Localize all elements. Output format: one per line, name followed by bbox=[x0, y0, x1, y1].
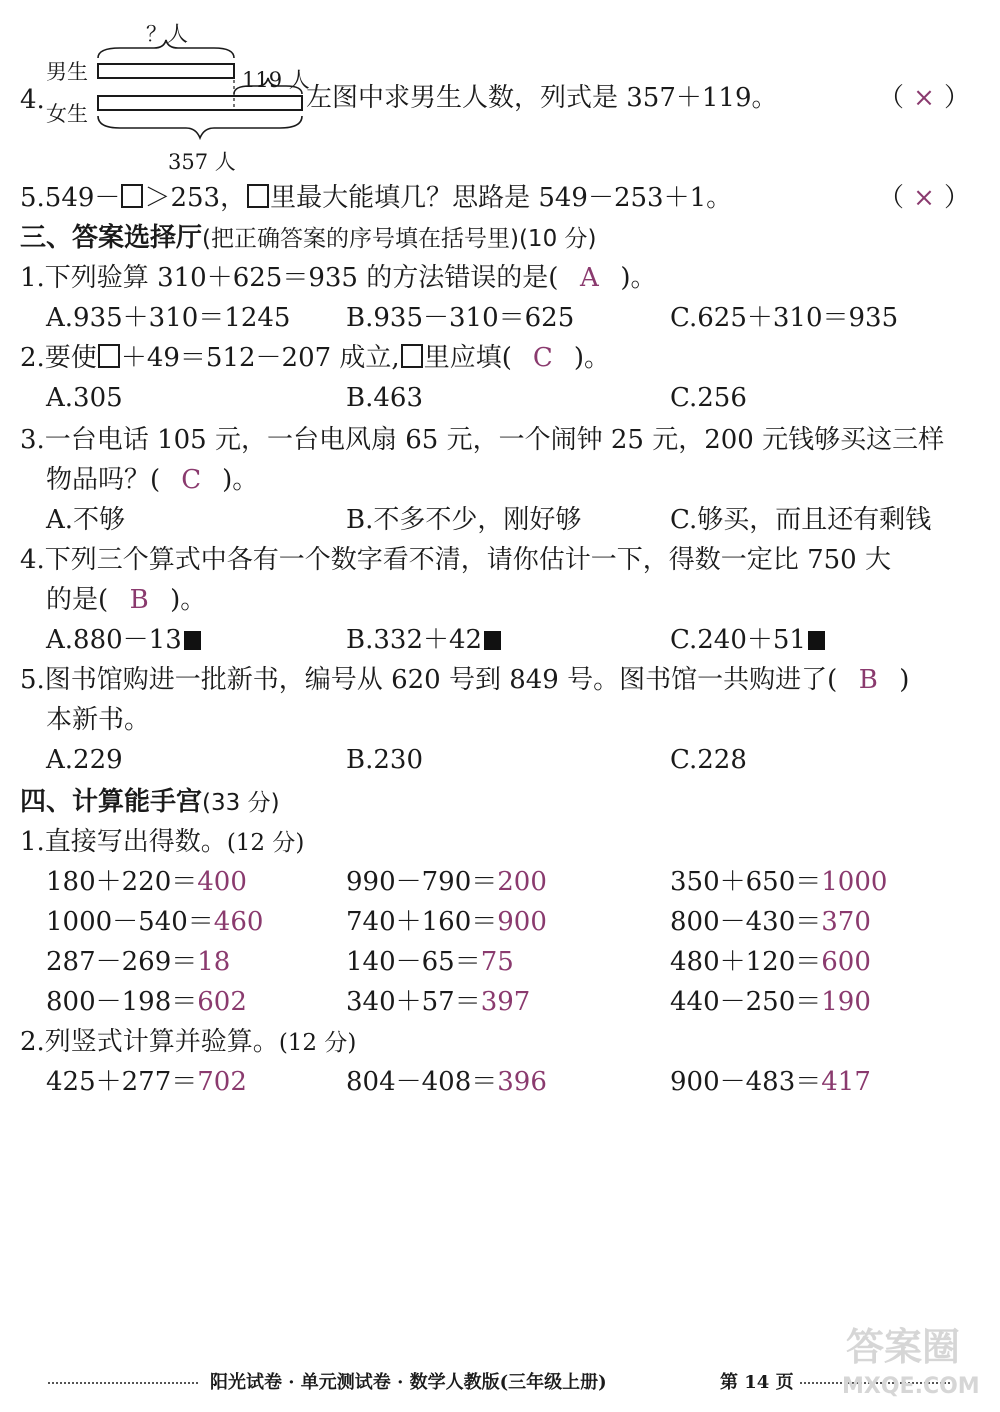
s3-q1-end: )。 bbox=[620, 263, 657, 293]
s3-q4-option-c-text: C.240＋51 bbox=[670, 625, 806, 655]
top-brace bbox=[98, 40, 234, 58]
calc-cell bbox=[670, 906, 871, 938]
s3-q3-answer: C bbox=[181, 465, 202, 495]
s4-p2-score: (12 分) bbox=[278, 1030, 357, 1056]
bracket-close: ） bbox=[944, 83, 971, 113]
s3-q1-answer: A bbox=[579, 263, 599, 293]
calc-answer: 460 bbox=[213, 907, 264, 937]
s3-q5-line1-text: 5.图书馆购进一批新书，编号从 620 号到 849 号。图书馆一共购进了( bbox=[20, 665, 838, 695]
section4-score: (33 分) bbox=[202, 790, 280, 816]
s3-q3-line2-text: 物品吗？( bbox=[46, 465, 161, 495]
s4-p1-title-text: 1.直接写出得数。 bbox=[20, 827, 227, 857]
obscured-digit bbox=[184, 631, 201, 650]
calc-answer: 200 bbox=[497, 867, 547, 897]
footer-dotline-left bbox=[48, 1382, 198, 1384]
bottom-brace bbox=[98, 116, 302, 138]
s3-q2-mid: ＋49＝512－207 成立, bbox=[120, 343, 400, 373]
s3-q3-line1: 3.一台电话 105 元，一台电风扇 65 元，一个闹钟 25 元，200 元钱够买这三样 bbox=[20, 425, 945, 455]
vertical-calc-cell bbox=[346, 1066, 547, 1098]
bracket-open: （ bbox=[878, 183, 905, 213]
footer-page: 第 14 页 bbox=[720, 1372, 794, 1393]
s4-p1-score: (12 分) bbox=[226, 830, 305, 856]
calc-answer: 602 bbox=[197, 987, 247, 1017]
s3-q4-answer: B bbox=[129, 585, 149, 615]
s3-q5-line1 bbox=[20, 664, 909, 696]
diagram-diff-label: 119 人 bbox=[242, 68, 310, 92]
s3-q4-option-a bbox=[46, 624, 201, 656]
calc-expression: 480＋120＝ bbox=[670, 947, 822, 977]
calc-expression: 990－790＝ bbox=[346, 867, 498, 897]
s3-q2-post: 里应填( bbox=[423, 343, 512, 373]
calc-expression: 350＋650＝ bbox=[670, 867, 822, 897]
section4-title bbox=[20, 786, 280, 819]
bracket-open: （ bbox=[878, 83, 905, 113]
calc-answer: 75 bbox=[480, 947, 514, 977]
s3-q4-option-c bbox=[670, 624, 825, 656]
calc-expression: 900－483＝ bbox=[670, 1067, 822, 1097]
calc-answer: 400 bbox=[197, 867, 247, 897]
calc-cell bbox=[670, 986, 871, 1018]
s3-q4-option-a-text: A.880－13 bbox=[46, 625, 182, 655]
s3-q3-end: )。 bbox=[222, 465, 259, 495]
s3-q2-option-c: C.256 bbox=[670, 383, 747, 413]
calc-cell bbox=[46, 866, 247, 898]
calc-expression: 800－198＝ bbox=[46, 987, 198, 1017]
s3-q5-end: ) bbox=[899, 665, 910, 695]
calc-answer: 397 bbox=[480, 987, 531, 1017]
calc-expression: 140－65＝ bbox=[346, 947, 481, 977]
s3-q5-option-a: A.229 bbox=[46, 745, 123, 775]
section3-subtitle: (把正确答案的序号填在括号里)(10 分) bbox=[202, 226, 597, 252]
judge-q5-part-b: ＞253， bbox=[144, 183, 247, 213]
diagram-girls-label: 女生 bbox=[46, 102, 88, 126]
s3-q4-line2 bbox=[46, 584, 206, 616]
s3-q1-stem bbox=[20, 262, 657, 294]
s3-q2-pre: 2.要使 bbox=[20, 343, 97, 373]
calc-cell bbox=[346, 906, 547, 938]
s3-q2-answer: C bbox=[532, 343, 553, 373]
s3-q1-option-a: A.935＋310＝1245 bbox=[46, 303, 291, 333]
calc-cell bbox=[346, 946, 514, 978]
calc-answer: 417 bbox=[821, 1067, 871, 1097]
s3-q2-stem bbox=[20, 342, 610, 374]
judge-q4-bracket bbox=[878, 82, 970, 114]
segment-diagram bbox=[90, 30, 310, 150]
calc-answer: 18 bbox=[197, 947, 231, 977]
calc-cell bbox=[670, 866, 887, 898]
calc-answer: 370 bbox=[821, 907, 871, 937]
vertical-calc-cell bbox=[46, 1066, 247, 1098]
calc-expression: 804－408＝ bbox=[346, 1067, 498, 1097]
s3-q4-end: )。 bbox=[170, 585, 207, 615]
calc-expression: 180＋220＝ bbox=[46, 867, 198, 897]
calc-cell bbox=[46, 986, 247, 1018]
judge-q4-mark: × bbox=[913, 83, 935, 113]
watermark-url: MXQE.COM bbox=[842, 1374, 980, 1399]
calc-answer: 900 bbox=[497, 907, 547, 937]
judge-q5-mark: × bbox=[913, 183, 935, 213]
s3-q4-line2-text: 的是( bbox=[46, 585, 109, 615]
watermark-logo: 答案圈 bbox=[846, 1325, 961, 1369]
s3-q1-text: 1.下列验算 310＋625＝935 的方法错误的是( bbox=[20, 263, 559, 293]
calc-cell bbox=[670, 946, 871, 978]
judge-q4-number: 4. bbox=[20, 85, 45, 115]
s3-q3-option-c: C.够买，而且还有剩钱 bbox=[670, 505, 932, 535]
s3-q5-line2: 本新书。 bbox=[46, 705, 151, 735]
diff-brace bbox=[234, 78, 302, 94]
s3-q4-option-b bbox=[346, 624, 501, 656]
s3-q3-option-a: A.不够 bbox=[46, 505, 126, 535]
blank-box bbox=[121, 184, 143, 208]
calc-expression: 340＋57＝ bbox=[346, 987, 481, 1017]
section4-title-text: 四、计算能手宫 bbox=[20, 787, 203, 817]
calc-expression: 1000－540＝ bbox=[46, 907, 214, 937]
section3-title bbox=[20, 222, 597, 255]
calc-cell bbox=[346, 866, 547, 898]
calc-answer: 1000 bbox=[821, 867, 888, 897]
judge-q5-text bbox=[20, 182, 732, 214]
calc-cell bbox=[46, 906, 263, 938]
calc-cell bbox=[46, 946, 230, 978]
judge-q5-part-a: 5.549－ bbox=[20, 183, 121, 213]
s3-q5-option-b: B.230 bbox=[346, 745, 423, 775]
calc-answer: 600 bbox=[821, 947, 871, 977]
vertical-calc-cell bbox=[670, 1066, 871, 1098]
s3-q1-option-c: C.625＋310＝935 bbox=[670, 303, 899, 333]
blank-box bbox=[401, 344, 423, 368]
blank-box bbox=[247, 184, 269, 208]
diagram-top-label: ？人 bbox=[146, 22, 188, 46]
s4-p2-title-text: 2.列竖式计算并验算。 bbox=[20, 1027, 279, 1057]
s3-q2-option-b: B.463 bbox=[346, 383, 423, 413]
calc-answer: 702 bbox=[197, 1067, 247, 1097]
s3-q4-option-b-text: B.332＋42 bbox=[346, 625, 483, 655]
footer-title: 阳光试卷 · 单元测试卷 · 数学人教版(三年级上册) bbox=[210, 1372, 607, 1393]
blank-box bbox=[98, 344, 120, 368]
s3-q2-option-a: A.305 bbox=[46, 383, 123, 413]
diagram-total-label: 357 人 bbox=[168, 150, 236, 174]
calc-expression: 425＋277＝ bbox=[46, 1067, 198, 1097]
judge-q5-bracket bbox=[878, 182, 970, 214]
diagram-boys-label: 男生 bbox=[46, 60, 88, 84]
obscured-digit bbox=[808, 631, 825, 650]
obscured-digit bbox=[484, 631, 501, 650]
s4-p2-title bbox=[20, 1026, 356, 1059]
section3-title-text: 三、答案选择厅 bbox=[20, 223, 203, 253]
s3-q5-option-c: C.228 bbox=[670, 745, 747, 775]
s3-q1-option-b: B.935－310＝625 bbox=[346, 303, 575, 333]
judge-q5-part-c: 里最大能填几？思路是 549－253＋1。 bbox=[270, 183, 733, 213]
calc-answer: 396 bbox=[497, 1067, 547, 1097]
calc-expression: 287－269＝ bbox=[46, 947, 198, 977]
calc-expression: 800－430＝ bbox=[670, 907, 822, 937]
calc-expression: 740＋160＝ bbox=[346, 907, 498, 937]
calc-cell bbox=[346, 986, 530, 1018]
s3-q2-end: )。 bbox=[573, 343, 610, 373]
girls-bar bbox=[98, 96, 302, 110]
s3-q4-line1: 4.下列三个算式中各有一个数字看不清，请你估计一下，得数一定比 750 大 bbox=[20, 545, 891, 575]
boys-bar bbox=[98, 64, 234, 78]
s3-q5-answer: B bbox=[858, 665, 878, 695]
judge-q4-text: 左图中求男生人数，列式是 357＋119。 bbox=[306, 83, 778, 113]
s4-p1-title bbox=[20, 826, 304, 859]
s3-q3-option-b: B.不多不少，刚好够 bbox=[346, 505, 582, 535]
calc-expression: 440－250＝ bbox=[670, 987, 822, 1017]
bracket-close: ） bbox=[944, 183, 971, 213]
calc-answer: 190 bbox=[821, 987, 871, 1017]
s3-q3-line2 bbox=[46, 464, 258, 496]
